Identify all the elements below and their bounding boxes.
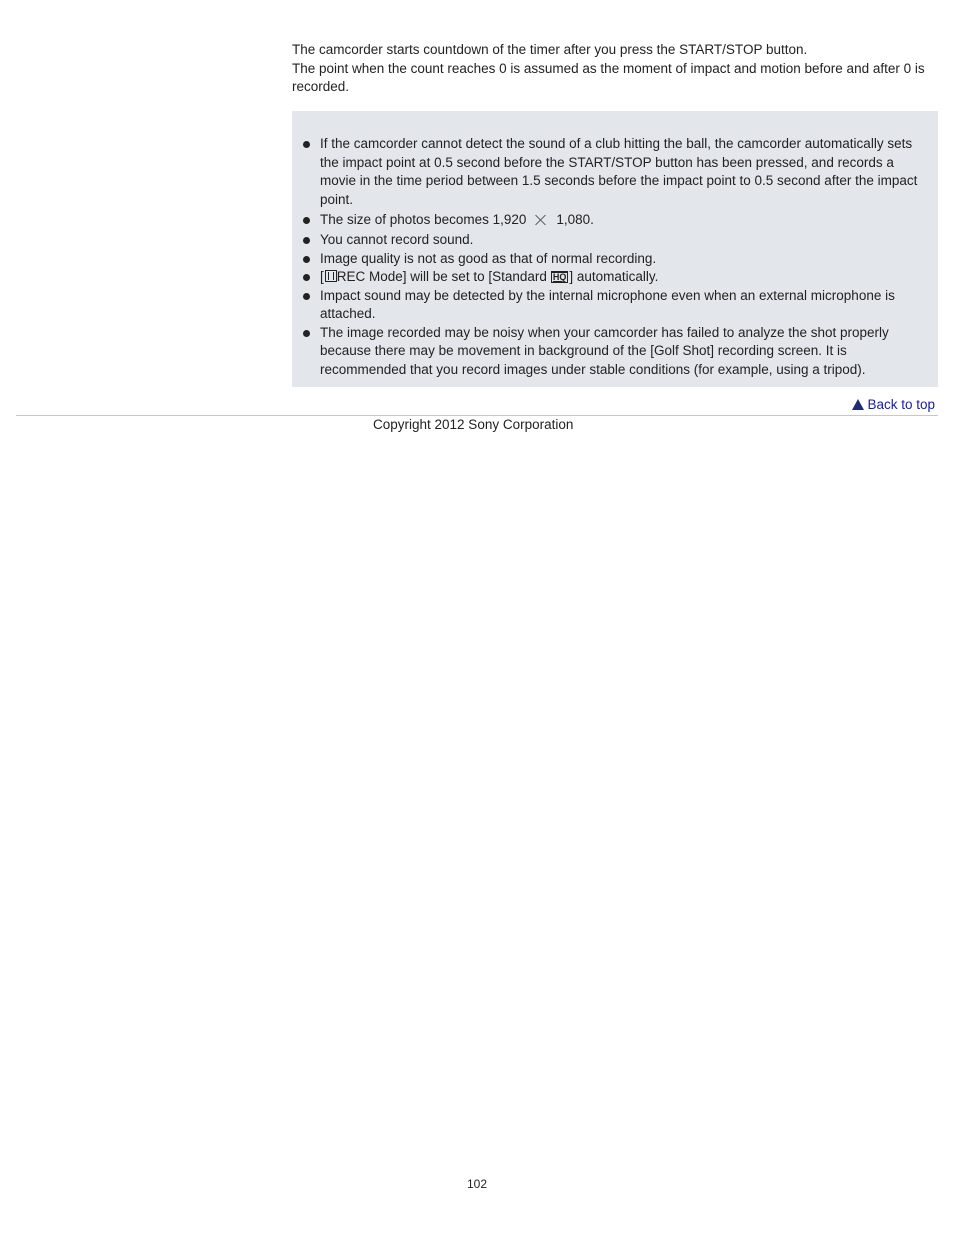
note-text: If the camcorder cannot detect the sound of a club hitting the ball, the camcorder automatically sets the impact point at 0.5 second before the START/STOP button has been pressed, and records a movie in the time period between 1.5 seconds before the impact point to 0.5 second after the impact point. [320, 136, 918, 207]
back-to-top-label: Back to top [867, 397, 935, 412]
intro-line-1: The camcorder starts countdown of the timer after you press the START/STOP button. [292, 42, 808, 57]
bullet-icon [303, 330, 310, 337]
note-text: The size of photos becomes 1,920 [320, 212, 527, 227]
note-text: REC Mode] will be set to [Standard [336, 269, 547, 284]
movie-film-icon [325, 270, 337, 282]
bullet-icon [303, 217, 310, 224]
hq-mode-icon: HQ [552, 272, 567, 282]
bullet-icon [303, 237, 310, 244]
list-item [292, 268, 932, 287]
intro-line-2: The point when the count reaches 0 is assumed as the moment of impact and motion before and after 0 is recorded. [292, 60, 925, 94]
note-text: Image quality is not as good as that of normal recording. [320, 250, 657, 266]
note-text: You cannot record sound. [320, 232, 474, 247]
list-item [292, 287, 932, 324]
arrow-up-icon [852, 399, 864, 410]
list-item [292, 209, 932, 231]
footer-divider [16, 415, 938, 416]
note-text: [ [320, 269, 324, 284]
notes-box [292, 111, 938, 387]
note-text: ] automatically. [569, 269, 659, 284]
bullet-icon [303, 256, 310, 263]
copyright-text: Copyright 2012 Sony Corporation [373, 417, 574, 432]
list-item [292, 231, 932, 250]
bullet-icon [303, 293, 310, 300]
note-text: Impact sound may be detected by the internal microphone even when an external microphone is attached. [320, 287, 895, 321]
note-text: 1,080. [556, 212, 594, 227]
list-item [292, 324, 932, 380]
note-text: The image recorded may be noisy when your camcorder has failed to analyze the shot properly because there may be movement in background of the [Golf Shot] recording screen. It is recommended that you record images under stable conditions (for example, using a tripod). [320, 324, 889, 377]
notes-list [292, 135, 932, 379]
page-number: 102 [466, 1177, 488, 1191]
back-to-top-link[interactable] [852, 397, 935, 412]
list-item [292, 250, 932, 269]
intro-text [292, 41, 937, 97]
bullet-icon [303, 141, 310, 148]
list-item [292, 135, 932, 209]
bullet-icon [303, 274, 310, 281]
multiply-icon [535, 214, 547, 226]
